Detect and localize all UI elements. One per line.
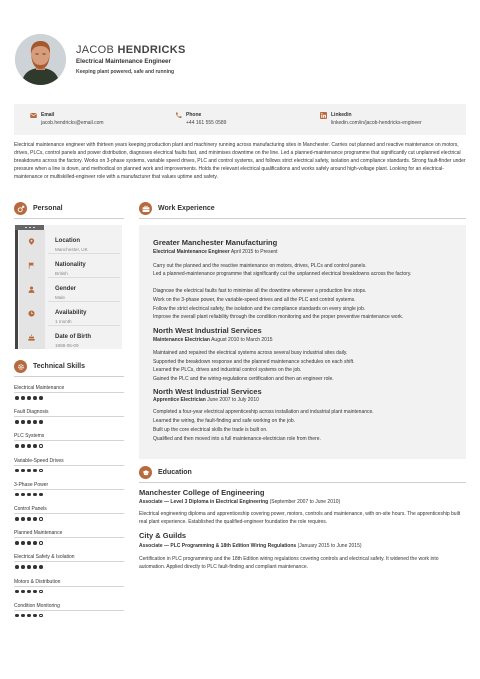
rating-dot-filled [21, 565, 25, 569]
rating-dot-filled [27, 420, 31, 424]
job-company: North West Industrial Services [153, 387, 262, 396]
job-dates: August 2010 to March 2015 [211, 337, 273, 343]
skill-divider [14, 440, 124, 441]
personal-row-dob [18, 325, 122, 349]
skill-divider [14, 489, 124, 490]
skill-name: PLC Systems [14, 433, 45, 440]
skill-divider [14, 392, 124, 393]
availability-value: 1 month [55, 319, 72, 324]
personal-row-gender [18, 277, 122, 301]
skill-rating [15, 565, 45, 569]
resume-header [14, 34, 474, 86]
phone-label: Phone [186, 112, 202, 118]
job-duty: Led a planned-maintenance programme that significantly cut the unplanned electrical breakdowns across the factory. [153, 271, 412, 277]
job-dates: June 2007 to July 2010 [207, 397, 259, 403]
rating-dot-filled [21, 590, 25, 594]
job-duty: Learned the PLCs, drives and industrial control systems on the job. [153, 367, 302, 373]
rating-dot-empty [39, 444, 43, 448]
rating-dot-filled [27, 493, 31, 497]
skill-name: Electrical Maintenance [14, 385, 65, 391]
profile-summary: Electrical maintenance engineer with thirteen years keeping production plant and machinery running across manufacturing sites in Manchester. Carries out planned and reactive maintenance on motors, drives, PLCs, control panels and power distribution, diagnoses electrical faults fast, and minimises downtime on the line. Led a planned-maintenance programme that significantly cut unplanned electrical breakdowns across the factory. Works on 3-phase systems, variable speed drives, PLC and control systems, and follows strict electrical safety, isolation and compliance standards. Strong fault-finder under pressure when a line is down, and methodical on planned work and improvements. Holds the relevant electrical qualifications and works safely around high-voltage plant. Looking for an electrical-maintenance or multiskilled-engineer role with a manufacturer that values uptime and safety. [14, 142, 466, 180]
rating-dot-filled [39, 396, 43, 400]
nationality-value: British [55, 271, 68, 276]
skill-rating [15, 444, 45, 448]
work-section-header [139, 202, 215, 215]
location-label: Location [55, 238, 80, 244]
education-description: Electrical engineering diploma and apprenticeship covering power, motors, controls and maintenance, with on-site hours. The apprenticeship built real plant experience. Established the qualified-engineer foundation the role requires. [139, 511, 461, 525]
job-title: Electrical Maintenance Engineer [76, 58, 171, 65]
job-duty: Built up the core electrical skills the trade is built on. [153, 427, 268, 433]
skill-divider [14, 465, 124, 466]
rating-dot-filled [27, 590, 31, 594]
skill-item [14, 482, 124, 502]
location-pin-icon [28, 238, 35, 245]
nationality-label: Nationality [55, 262, 86, 268]
rating-dot-filled [15, 590, 19, 594]
education-title: Education [158, 468, 192, 476]
rating-dot-empty [39, 541, 43, 545]
envelope-icon [30, 112, 37, 119]
rating-dot-filled [15, 396, 19, 400]
first-name: JACOB [76, 44, 115, 56]
skills-title: Technical Skills [33, 362, 86, 370]
education-description: Certification in PLC programming and the 18th Edition wiring regulations covering controls and electrical safety. It widened the work into automation. Applied directly to PLC fault-finding and compliant maintenance. [139, 556, 439, 570]
job-duty: Supported the breakdown response and the planned maintenance schedules on each shift. [153, 359, 355, 365]
linkedin-value[interactable]: linkedin.com/in/jacob-hendricks-engineer [331, 120, 422, 126]
skill-rating [15, 469, 45, 473]
job-meta [153, 337, 273, 344]
gender-label: Gender [55, 286, 77, 292]
person-photo-icon [15, 34, 66, 85]
profile-photo [15, 34, 66, 85]
dob-value: 1988-05-09 [55, 343, 79, 348]
work-title: Work Experience [158, 204, 215, 212]
skill-name: Condition Monitoring [14, 602, 60, 609]
job-duty: Improve the overall plant reliability through the condition monitoring and the proper preventive maintenance work. [153, 314, 404, 320]
job-company: North West Industrial Services [153, 326, 262, 335]
rating-dot-filled [15, 469, 19, 473]
skill-rating [15, 614, 45, 618]
rating-dot-filled [15, 541, 19, 545]
personal-title: Personal [33, 204, 63, 212]
linkedin-label: Linkedin [331, 112, 352, 118]
job-role: Apprentice Electrician [153, 397, 206, 403]
job-duty: Completed a four-year electrical apprenticeship across installation and industrial plant maintenance. [153, 409, 374, 415]
skill-rating [15, 493, 45, 497]
user-icon [28, 286, 35, 293]
rating-dot-empty [39, 590, 43, 594]
personal-details [15, 225, 122, 349]
phone-value[interactable]: +44 161 555 0589 [186, 120, 227, 126]
skill-item [14, 506, 124, 526]
education-qualification: Associate — Level 3 Diploma in Electrical Engineering [139, 499, 269, 505]
rating-dot-filled [21, 614, 25, 618]
job-dates: April 2015 to Present [230, 249, 278, 255]
rating-dot-filled [21, 444, 25, 448]
job-meta [153, 397, 259, 404]
job-duty: Carry out the planned and the reactive maintenance on motors, drives, PLCs and control panels. [153, 263, 367, 269]
rating-dot-filled [33, 541, 37, 545]
rating-dot-filled [33, 565, 37, 569]
contact-bar [14, 104, 466, 135]
job-company: Greater Manchester Manufacturing [153, 238, 278, 247]
education-divider [139, 482, 466, 483]
skill-divider [14, 610, 124, 611]
rating-dot-empty [39, 614, 43, 618]
rating-dot-filled [39, 565, 43, 569]
gear-icon [14, 360, 27, 373]
skill-item [14, 409, 124, 429]
skill-rating [15, 517, 45, 521]
rating-dot-filled [21, 541, 25, 545]
education-school: City & Guilds [139, 531, 187, 540]
education-dates: (September 2007 to June 2010) [269, 499, 341, 505]
rating-dot-filled [15, 565, 19, 569]
personal-row-nationality [18, 253, 122, 277]
last-name: HENDRICKS [117, 44, 186, 56]
education-dates: (January 2015 to June 2015) [297, 543, 362, 549]
rating-dot-empty [39, 469, 43, 473]
job-role: Maintenance Electrician [153, 337, 210, 343]
rating-dot-filled [33, 590, 37, 594]
job-duty: Learned the wiring, the fault-finding and safe working on the job. [153, 418, 296, 424]
personal-row-location [18, 229, 122, 253]
rating-dot-filled [27, 614, 31, 618]
skill-name: Control Panels [14, 506, 47, 512]
rating-dot-filled [33, 493, 37, 497]
rating-dot-filled [21, 420, 25, 424]
skills-section-header [14, 360, 85, 373]
skill-divider [14, 561, 124, 562]
skill-divider [14, 537, 124, 538]
work-experience-panel [139, 225, 466, 459]
skill-item [14, 458, 124, 478]
job-duty: Qualified and then moved into a full maintenance-electrician role from there. [153, 436, 321, 442]
skill-item [14, 530, 124, 550]
rating-dot-filled [15, 444, 19, 448]
rating-dot-filled [27, 469, 31, 473]
linkedin-icon [320, 112, 327, 119]
skill-item [14, 579, 124, 599]
rating-dot-filled [21, 517, 25, 521]
rating-dot-filled [27, 444, 31, 448]
skills-divider [14, 376, 124, 377]
job-role: Electrical Maintenance Engineer [153, 249, 230, 255]
skill-rating [15, 396, 45, 400]
tagline: Keeping plant powered, safe and running [76, 69, 175, 75]
rating-dot-filled [21, 469, 25, 473]
briefcase-icon [139, 202, 152, 215]
candidate-name [76, 43, 186, 58]
rating-dot-filled [21, 396, 25, 400]
rating-dot-filled [33, 444, 37, 448]
rating-dot-filled [21, 493, 25, 497]
skill-rating [15, 420, 45, 424]
rating-dot-filled [33, 420, 37, 424]
skill-item [14, 603, 124, 623]
rating-dot-empty [39, 517, 43, 521]
rating-dot-filled [39, 420, 43, 424]
job-meta [153, 249, 278, 256]
skill-divider [14, 416, 124, 417]
education-school: Manchester College of Engineering [139, 488, 265, 497]
rating-dot-filled [33, 469, 37, 473]
rating-dot-filled [33, 396, 37, 400]
gender-value: Male [55, 295, 65, 300]
availability-label: Availability [55, 310, 87, 316]
clock-icon [28, 310, 35, 317]
skill-item [14, 554, 124, 574]
personal-row-availability [18, 301, 122, 325]
dob-label: Date of Birth [55, 334, 91, 340]
skill-item [14, 433, 124, 453]
rating-dot-filled [15, 420, 19, 424]
education-qualification: Associate — PLC Programming & 18th Edition Wiring Regulations [139, 543, 297, 549]
skill-item [14, 385, 124, 405]
email-label: Email [41, 112, 55, 118]
phone-icon [175, 112, 182, 119]
skill-divider [14, 586, 124, 587]
cake-icon [28, 334, 35, 341]
personal-section-header [14, 202, 63, 215]
education-section-header [139, 466, 192, 479]
rating-dot-filled [33, 517, 37, 521]
rating-dot-filled [27, 396, 31, 400]
rating-dot-filled [27, 541, 31, 545]
graduation-cap-icon [139, 466, 152, 479]
job-duty: Maintained and repaired the electrical systems across several busy industrial sites daily. [153, 350, 348, 356]
rating-dot-filled [39, 493, 43, 497]
skill-name: Electrical Safety & Isolation [14, 554, 75, 561]
personal-divider [14, 218, 124, 219]
skill-name: Variable-Speed Drives [14, 457, 64, 464]
flag-icon [28, 262, 35, 269]
skill-name: Planned Maintenance [14, 530, 63, 537]
rating-dot-filled [27, 565, 31, 569]
rating-dot-filled [15, 493, 19, 497]
rating-dot-filled [27, 517, 31, 521]
gender-icon [14, 202, 27, 215]
skill-rating [15, 541, 45, 545]
rating-dot-filled [33, 614, 37, 618]
education-meta [139, 499, 340, 506]
education-meta [139, 543, 362, 550]
email-value[interactable]: jacob.hendricks@email.com [41, 120, 104, 126]
job-duty: Work on the 3-phase power, the variable-speed drives and all the PLC and control systems. [153, 297, 356, 303]
work-divider [139, 218, 466, 219]
job-duty: Gained the PLC and the wiring-regulations certification and then an engineer role. [153, 376, 334, 382]
rating-dot-filled [15, 614, 19, 618]
rating-dot-filled [15, 517, 19, 521]
job-duty: Follow the strict electrical safety, the isolation and the compliance standards on every single job. [153, 306, 366, 312]
skill-rating [15, 590, 45, 594]
skill-name: Fault Diagnosis [14, 409, 49, 416]
location-value: Manchester, UK [55, 247, 88, 252]
job-duty: Diagnose the electrical faults fast to minimise all the downtime whenever a production line stops. [153, 288, 367, 294]
skill-divider [14, 513, 124, 514]
skill-name: 3-Phase Power [14, 481, 49, 488]
skill-name: Motors & Distribution [14, 578, 61, 585]
